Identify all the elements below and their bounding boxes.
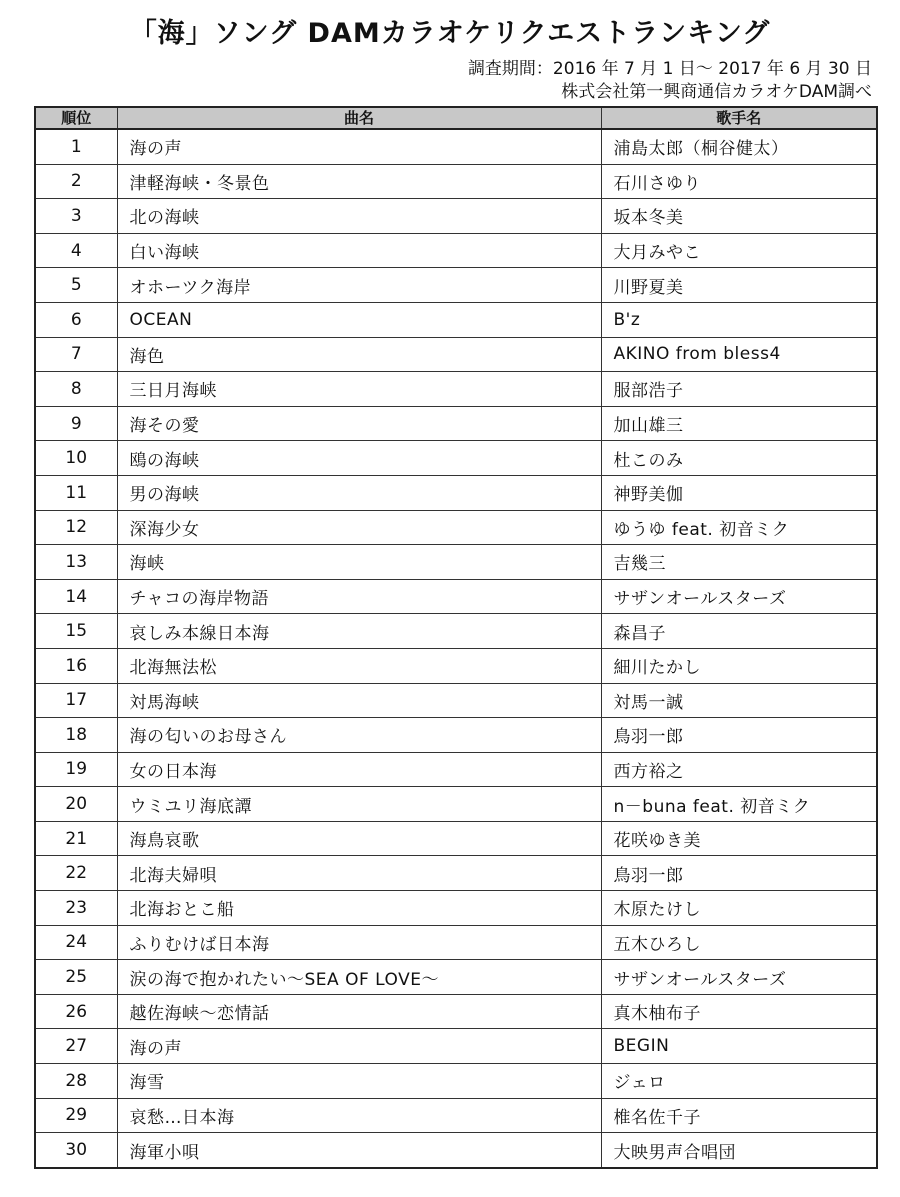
data-source: 株式会社第一興商通信カラオケDAM調べ <box>561 82 872 102</box>
rank-cell: 18 <box>35 718 117 753</box>
artist-name-cell: n－buna feat. 初音ミク <box>601 787 877 822</box>
rank-cell: 29 <box>35 1098 117 1133</box>
rank-cell: 24 <box>35 925 117 960</box>
song-title-cell: OCEAN <box>117 302 601 337</box>
song-title-cell: 海色 <box>117 337 601 372</box>
rank-cell: 26 <box>35 994 117 1029</box>
artist-name-cell: 川野夏美 <box>601 268 877 303</box>
artist-name-cell: ジェロ <box>601 1064 877 1099</box>
table-header-row <box>35 107 877 129</box>
header-rank: 順位 <box>35 107 117 129</box>
song-title-cell: 海鳥哀歌 <box>117 821 601 856</box>
song-title-cell: 海軍小唄 <box>117 1133 601 1168</box>
song-title-cell: 北海無法松 <box>117 648 601 683</box>
artist-name-cell: 椎名佐千子 <box>601 1098 877 1133</box>
artist-name-cell: 大映男声合唱団 <box>601 1133 877 1168</box>
artist-name-cell: B'z <box>601 302 877 337</box>
rank-cell: 22 <box>35 856 117 891</box>
artist-name-cell: 石川さゆり <box>601 164 877 199</box>
rank-cell: 6 <box>35 302 117 337</box>
table-row <box>35 821 877 856</box>
table-row <box>35 856 877 891</box>
song-title-cell: 越佐海峡～恋情話 <box>117 994 601 1029</box>
song-title-cell: 白い海峡 <box>117 233 601 268</box>
table-row <box>35 337 877 372</box>
artist-name-cell: サザンオールスターズ <box>601 960 877 995</box>
rank-cell: 7 <box>35 337 117 372</box>
rank-cell: 1 <box>35 129 117 164</box>
artist-name-cell: 吉幾三 <box>601 545 877 580</box>
ranking-table <box>34 106 878 1169</box>
artist-name-cell: 服部浩子 <box>601 372 877 407</box>
song-title-cell: 海の声 <box>117 1029 601 1064</box>
rank-cell: 3 <box>35 199 117 234</box>
song-title-cell: 海の匂いのお母さん <box>117 718 601 753</box>
rank-cell: 15 <box>35 614 117 649</box>
table-row <box>35 891 877 926</box>
table-row <box>35 475 877 510</box>
song-title-cell: ウミユリ海底譚 <box>117 787 601 822</box>
rank-cell: 19 <box>35 752 117 787</box>
song-title-cell: オホーツク海岸 <box>117 268 601 303</box>
table-row <box>35 406 877 441</box>
song-title-cell: 北の海峡 <box>117 199 601 234</box>
table-row <box>35 510 877 545</box>
ranking-body <box>35 129 877 1168</box>
table-row <box>35 302 877 337</box>
song-title-cell: 女の日本海 <box>117 752 601 787</box>
artist-name-cell: 五木ひろし <box>601 925 877 960</box>
rank-cell: 12 <box>35 510 117 545</box>
table-row <box>35 718 877 753</box>
table-row <box>35 579 877 614</box>
song-title-cell: ふりむけば日本海 <box>117 925 601 960</box>
rank-cell: 14 <box>35 579 117 614</box>
page-title: 「海」ソング DAMカラオケリクエストランキング <box>129 18 771 49</box>
rank-cell: 25 <box>35 960 117 995</box>
rank-cell: 27 <box>35 1029 117 1064</box>
artist-name-cell: AKINO from bless4 <box>601 337 877 372</box>
song-title-cell: 海の声 <box>117 129 601 164</box>
song-title-cell: 対馬海峡 <box>117 683 601 718</box>
table-row <box>35 787 877 822</box>
table-row <box>35 683 877 718</box>
table-row <box>35 372 877 407</box>
artist-name-cell: 花咲ゆき美 <box>601 821 877 856</box>
artist-name-cell: 鳥羽一郎 <box>601 718 877 753</box>
rank-cell: 5 <box>35 268 117 303</box>
artist-name-cell: 杜このみ <box>601 441 877 476</box>
artist-name-cell: 大月みやこ <box>601 233 877 268</box>
song-title-cell: 海雪 <box>117 1064 601 1099</box>
rank-cell: 21 <box>35 821 117 856</box>
table-row <box>35 994 877 1029</box>
rank-cell: 23 <box>35 891 117 926</box>
artist-name-cell: 西方裕之 <box>601 752 877 787</box>
song-title-cell: 男の海峡 <box>117 475 601 510</box>
rank-cell: 4 <box>35 233 117 268</box>
song-title-cell: 涙の海で抱かれたい～SEA OF LOVE～ <box>117 960 601 995</box>
song-title-cell: 深海少女 <box>117 510 601 545</box>
rank-cell: 11 <box>35 475 117 510</box>
survey-period: 調査期間：2016 年 7 月 1 日～ 2017 年 6 月 30 日 <box>467 59 872 79</box>
table-row <box>35 960 877 995</box>
song-title-cell: 鴎の海峡 <box>117 441 601 476</box>
song-title-cell: 北海おとこ船 <box>117 891 601 926</box>
rank-cell: 30 <box>35 1133 117 1168</box>
rank-cell: 9 <box>35 406 117 441</box>
header-artist: 歌手名 <box>601 107 877 129</box>
table-row <box>35 545 877 580</box>
table-row <box>35 199 877 234</box>
song-title-cell: 北海夫婦唄 <box>117 856 601 891</box>
artist-name-cell: 森昌子 <box>601 614 877 649</box>
rank-cell: 28 <box>35 1064 117 1099</box>
artist-name-cell: サザンオールスターズ <box>601 579 877 614</box>
table-row <box>35 129 877 164</box>
table-row <box>35 441 877 476</box>
rank-cell: 10 <box>35 441 117 476</box>
artist-name-cell: 細川たかし <box>601 648 877 683</box>
song-title-cell: 哀愁…日本海 <box>117 1098 601 1133</box>
song-title-cell: 海峡 <box>117 545 601 580</box>
table-row <box>35 1098 877 1133</box>
rank-cell: 8 <box>35 372 117 407</box>
song-title-cell: 海その愛 <box>117 406 601 441</box>
rank-cell: 2 <box>35 164 117 199</box>
artist-name-cell: 坂本冬美 <box>601 199 877 234</box>
artist-name-cell: 浦島太郎（桐谷健太） <box>601 129 877 164</box>
table-row <box>35 233 877 268</box>
table-row <box>35 1133 877 1168</box>
artist-name-cell: BEGIN <box>601 1029 877 1064</box>
artist-name-cell: ゆうゆ feat. 初音ミク <box>601 510 877 545</box>
rank-cell: 13 <box>35 545 117 580</box>
song-title-cell: 哀しみ本線日本海 <box>117 614 601 649</box>
table-row <box>35 164 877 199</box>
artist-name-cell: 神野美伽 <box>601 475 877 510</box>
rank-cell: 16 <box>35 648 117 683</box>
rank-cell: 17 <box>35 683 117 718</box>
rank-cell: 20 <box>35 787 117 822</box>
table-row <box>35 614 877 649</box>
song-title-cell: 三日月海峡 <box>117 372 601 407</box>
table-row <box>35 925 877 960</box>
table-row <box>35 268 877 303</box>
artist-name-cell: 木原たけし <box>601 891 877 926</box>
table-row <box>35 648 877 683</box>
table-row <box>35 1064 877 1099</box>
artist-name-cell: 真木柚布子 <box>601 994 877 1029</box>
table-row <box>35 1029 877 1064</box>
artist-name-cell: 対馬一誠 <box>601 683 877 718</box>
header-song: 曲名 <box>117 107 601 129</box>
artist-name-cell: 加山雄三 <box>601 406 877 441</box>
table-row <box>35 752 877 787</box>
song-title-cell: 津軽海峡・冬景色 <box>117 164 601 199</box>
song-title-cell: チャコの海岸物語 <box>117 579 601 614</box>
artist-name-cell: 鳥羽一郎 <box>601 856 877 891</box>
